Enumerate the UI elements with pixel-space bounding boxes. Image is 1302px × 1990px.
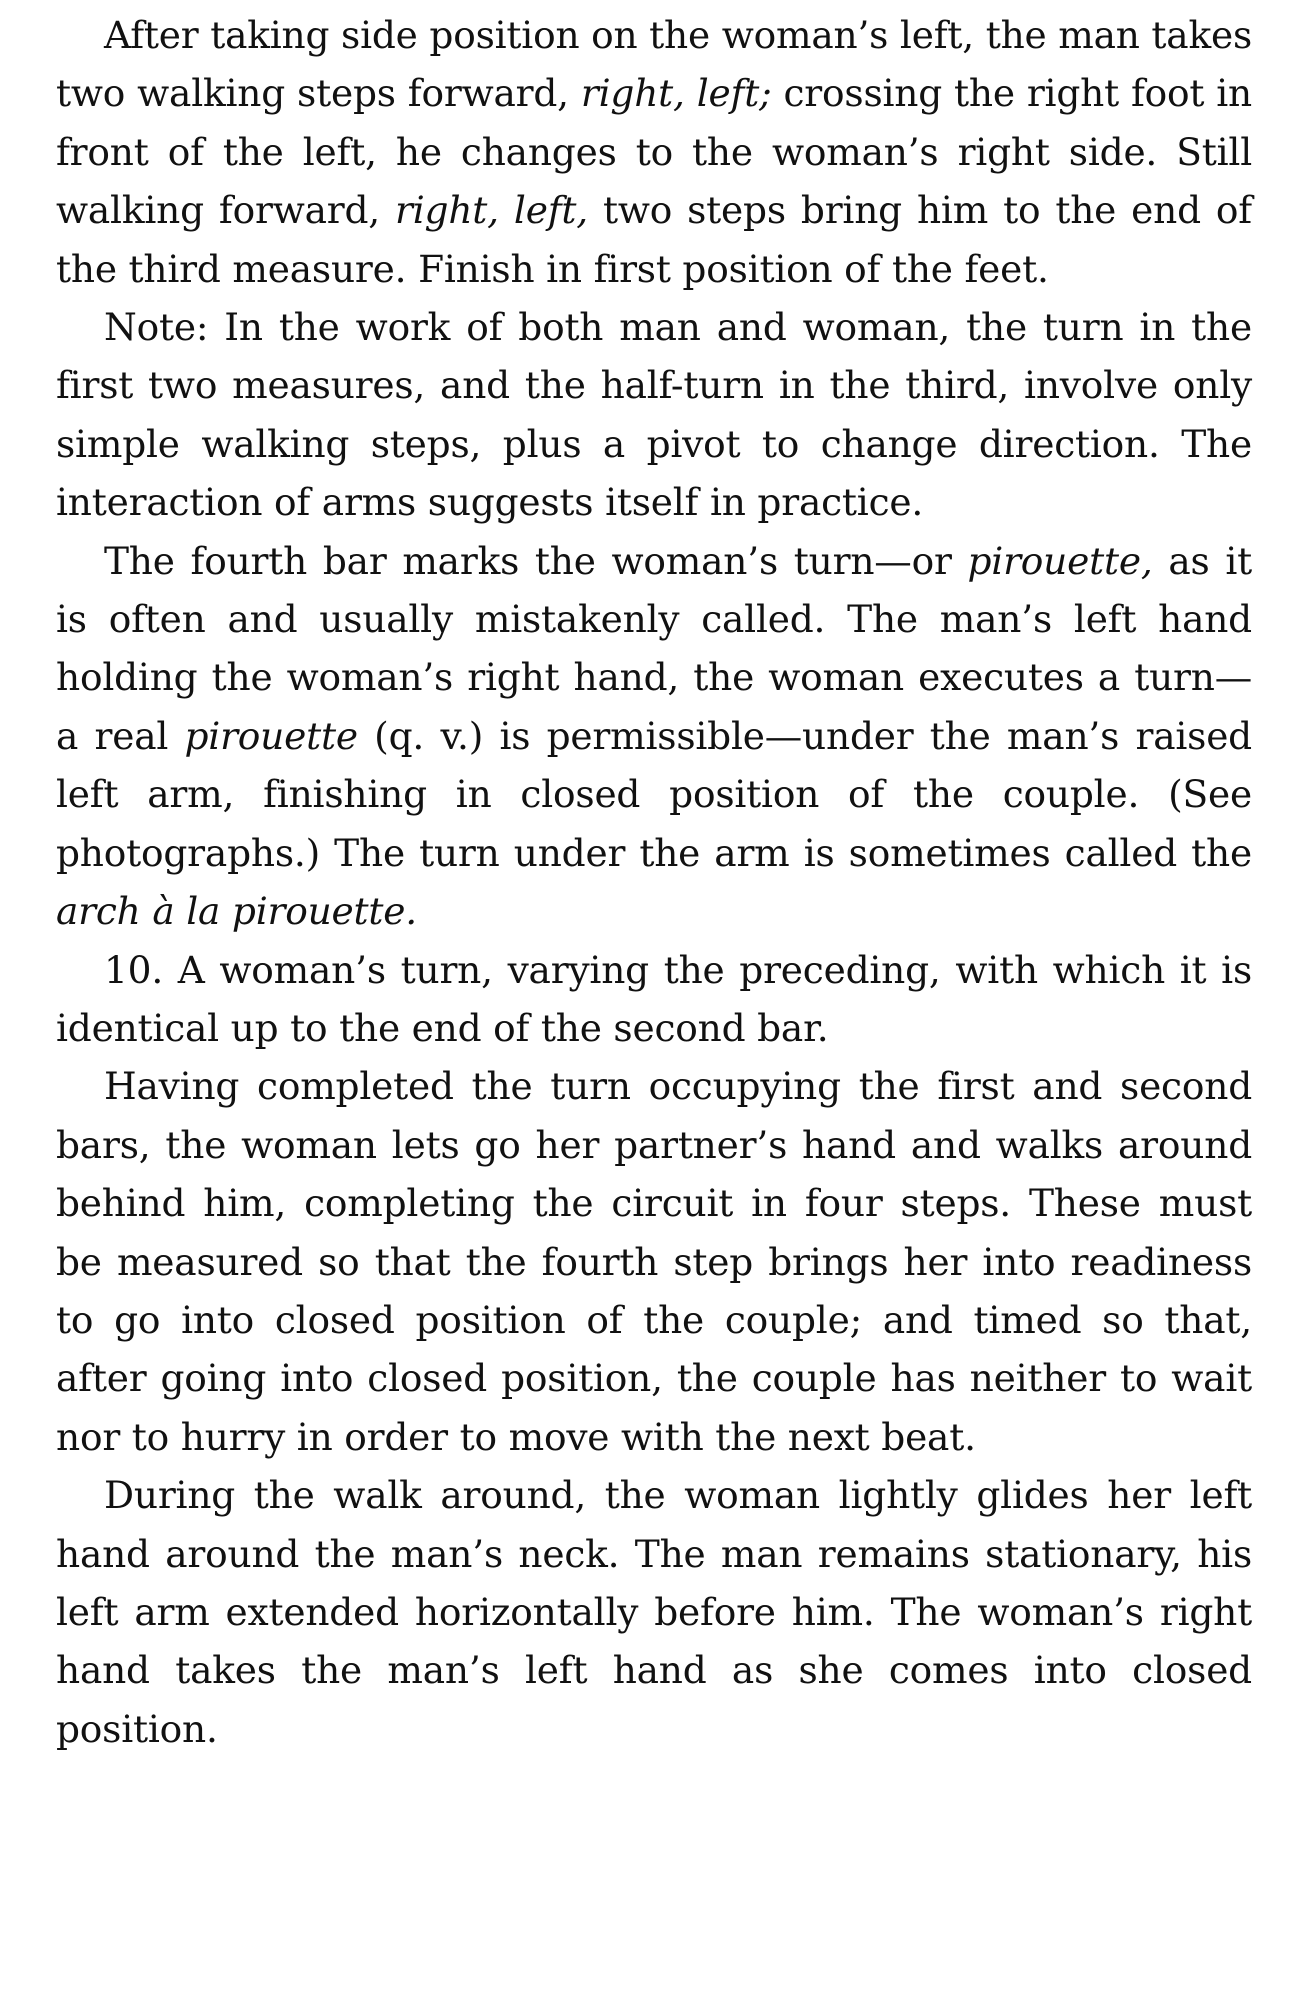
text-run: as it is often and usually mistakenly called. The man’s left hand holding the woman’s right hand, the woman executes a turn—a real: [56, 538, 1252, 758]
paragraph-during-walk: [56, 1466, 1252, 1758]
paragraph-fourth-bar: [56, 532, 1252, 941]
italic-text-run: pirouette,: [967, 538, 1153, 583]
paragraph-womans-turn-10: [56, 941, 1252, 1058]
paragraph-walk-around: [56, 1057, 1252, 1466]
text-run: 10. A woman’s turn, varying the preceding, with which it is identical up to the end of the second bar.: [56, 947, 1252, 1050]
text-run: (q. v.) is permissible—under the man’s raised left arm, finishing in closed position of the couple. (See photographs.) The turn under the arm is sometimes called the: [56, 713, 1252, 875]
text-run: Having completed the turn occupying the first and second bars, the woman lets go her partner’s hand and walks around behind him, completing the circuit in four steps. These must be measured so that the fourth step brings her into readiness to go into closed position of the couple; and timed so that, after going into closed position, the couple has neither to wait nor to hurry in order to move with the next beat.: [56, 1064, 1252, 1459]
italic-text-run: arch à la pirouette.: [56, 889, 418, 934]
text-run: The fourth bar marks the woman’s turn—or: [104, 538, 968, 583]
paragraph-man-side-position: [56, 6, 1252, 298]
book-page-text: [56, 6, 1252, 1758]
text-run: two steps bring him to the end of the third measure. Finish in first position of the feet.: [56, 188, 1252, 291]
paragraph-note: [56, 298, 1252, 532]
italic-text-run: right, left;: [580, 71, 772, 116]
italic-text-run: pirouette: [184, 713, 358, 758]
text-run: After taking side position on the woman’s left, the man takes two walking steps forward,: [56, 13, 1253, 116]
text-run: Note: In the work of both man and woman, the turn in the first two measures, and the half-turn in the third, involve only simple walking steps, plus a pivot to change direction. The interaction of arms suggests itself in practice.: [56, 305, 1252, 525]
text-run: During the walk around, the woman lightly glides her left hand around the man’s neck. The man remains stationary, his left arm extended horizontally before him. The woman’s right hand takes the man’s left hand as she comes into closed position.: [56, 1473, 1252, 1751]
italic-text-run: right, left,: [395, 188, 588, 233]
text-run: crossing the right foot in front of the left, he changes to the woman’s right side. Still walking forward,: [56, 71, 1252, 233]
